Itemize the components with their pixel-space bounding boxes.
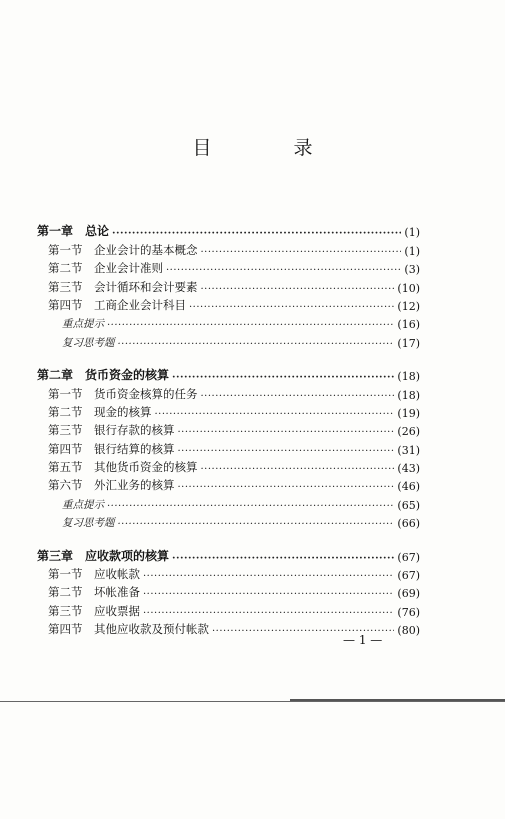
leader-dots [201, 462, 395, 472]
toc-entry-aux[interactable] [37, 331, 420, 349]
toc-entry-aux[interactable] [37, 313, 420, 331]
page-number: (46) [397, 480, 420, 494]
leader-dots [155, 407, 395, 417]
toc-entry[interactable] [37, 276, 420, 294]
page-number: (3) [404, 263, 420, 277]
page-number: (1) [404, 244, 420, 258]
section-number: 第二节 [48, 261, 83, 276]
toc-entry[interactable] [37, 383, 420, 401]
leader-dots [201, 245, 402, 255]
toc-entry[interactable] [37, 475, 420, 493]
leader-dots [107, 318, 394, 328]
chapter-heading[interactable] [37, 365, 420, 383]
toc-entry[interactable] [37, 239, 420, 257]
section-number: 第三节 [48, 423, 83, 438]
leader-dots [118, 517, 395, 527]
page-title: 目 录 [192, 137, 351, 159]
entry-title: 企业会计准则 [94, 261, 163, 276]
page-number: (43) [397, 462, 420, 476]
section-number: 第一节 [48, 386, 83, 401]
section-number: 第一节 [48, 567, 83, 582]
chapter-3 [37, 545, 420, 637]
chapter-title: 总论 [85, 224, 110, 239]
section-number: 第四节 [48, 297, 83, 312]
entry-title: 坏帐准备 [94, 585, 140, 600]
page-number: (66) [397, 517, 420, 531]
leader-dots [143, 569, 394, 579]
scan-edge-line [0, 701, 505, 702]
entry-title: 其他应收款及预付帐款 [94, 622, 209, 637]
page-number: (69) [397, 587, 420, 601]
section-number: 第三节 [48, 279, 83, 294]
leader-dots [178, 480, 395, 490]
leader-dots [178, 444, 395, 454]
leader-dots [201, 389, 395, 399]
chapter-number: 第三章 [37, 548, 74, 563]
entry-title: 外汇业务的核算 [94, 478, 175, 493]
chapter-title: 货币资金的核算 [85, 368, 170, 383]
section-number: 第一节 [48, 242, 83, 257]
leader-dots [166, 263, 401, 273]
leader-dots [201, 282, 395, 292]
table-of-contents [37, 221, 420, 652]
toc-entry[interactable] [37, 420, 420, 438]
entry-title: 应收票据 [94, 603, 140, 618]
page-number: (31) [397, 443, 420, 457]
leader-dots [107, 499, 394, 509]
toc-entry[interactable] [37, 402, 420, 420]
toc-entry-aux[interactable] [37, 493, 420, 511]
page-number: (67) [397, 550, 420, 564]
leader-dots [178, 425, 395, 435]
toc-entry[interactable] [37, 582, 420, 600]
entry-title: 重点提示 [62, 498, 104, 511]
entry-title: 复习思考题 [62, 517, 115, 530]
entry-title: 银行结算的核算 [94, 441, 175, 456]
leader-dots [143, 606, 394, 616]
chapter-number: 第二章 [37, 368, 74, 383]
page-number: (16) [397, 318, 420, 332]
toc-entry[interactable] [37, 600, 420, 618]
chapter-2 [37, 365, 420, 531]
leader-dots [112, 226, 401, 236]
section-number: 第六节 [48, 478, 83, 493]
page-number: (17) [397, 336, 420, 350]
toc-entry[interactable] [37, 564, 420, 582]
chapter-heading[interactable] [37, 221, 420, 239]
section-number: 第三节 [48, 603, 83, 618]
toc-entry[interactable] [37, 258, 420, 276]
section-number: 第五节 [48, 460, 83, 475]
page-number: (26) [397, 425, 420, 439]
page-number: (76) [397, 605, 420, 619]
leader-dots [189, 300, 394, 310]
section-number: 第二节 [48, 585, 83, 600]
entry-title: 银行存款的核算 [94, 423, 175, 438]
toc-entry[interactable] [37, 295, 420, 313]
entry-title: 货币资金核算的任务 [94, 386, 198, 401]
entry-title: 复习思考题 [62, 336, 115, 349]
entry-title: 应收帐款 [94, 567, 140, 582]
section-number: 第二节 [48, 404, 83, 419]
section-number: 第四节 [48, 441, 83, 456]
page-number: (80) [397, 624, 420, 638]
page-number: (19) [397, 406, 420, 420]
chapter-heading[interactable] [37, 545, 420, 563]
scan-edge-line [290, 699, 505, 701]
leader-dots [172, 551, 394, 561]
entry-title: 会计循环和会计要素 [94, 279, 198, 294]
page-number: (12) [397, 299, 420, 313]
page-number: (67) [397, 569, 420, 583]
page-number: (18) [397, 388, 420, 402]
leader-dots [172, 370, 394, 380]
entry-title: 其他货币资金的核算 [94, 460, 198, 475]
page-folio: — 1 — [343, 633, 383, 647]
toc-entry[interactable] [37, 438, 420, 456]
section-number: 第四节 [48, 622, 83, 637]
entry-title: 工商企业会计科目 [94, 297, 186, 312]
entry-title: 重点提示 [62, 318, 104, 331]
page-number: (10) [397, 281, 420, 295]
chapter-1 [37, 221, 420, 350]
page-number: (65) [397, 498, 420, 512]
page-number: (18) [397, 370, 420, 384]
page-number: (1) [404, 226, 420, 240]
chapter-number: 第一章 [37, 224, 74, 239]
chapter-title: 应收款项的核算 [85, 548, 170, 563]
leader-dots [143, 587, 394, 597]
entry-title: 现金的核算 [94, 404, 152, 419]
toc-entry[interactable] [37, 457, 420, 475]
entry-title: 企业会计的基本概念 [94, 242, 198, 257]
leader-dots [118, 337, 395, 347]
toc-entry-aux[interactable] [37, 512, 420, 530]
